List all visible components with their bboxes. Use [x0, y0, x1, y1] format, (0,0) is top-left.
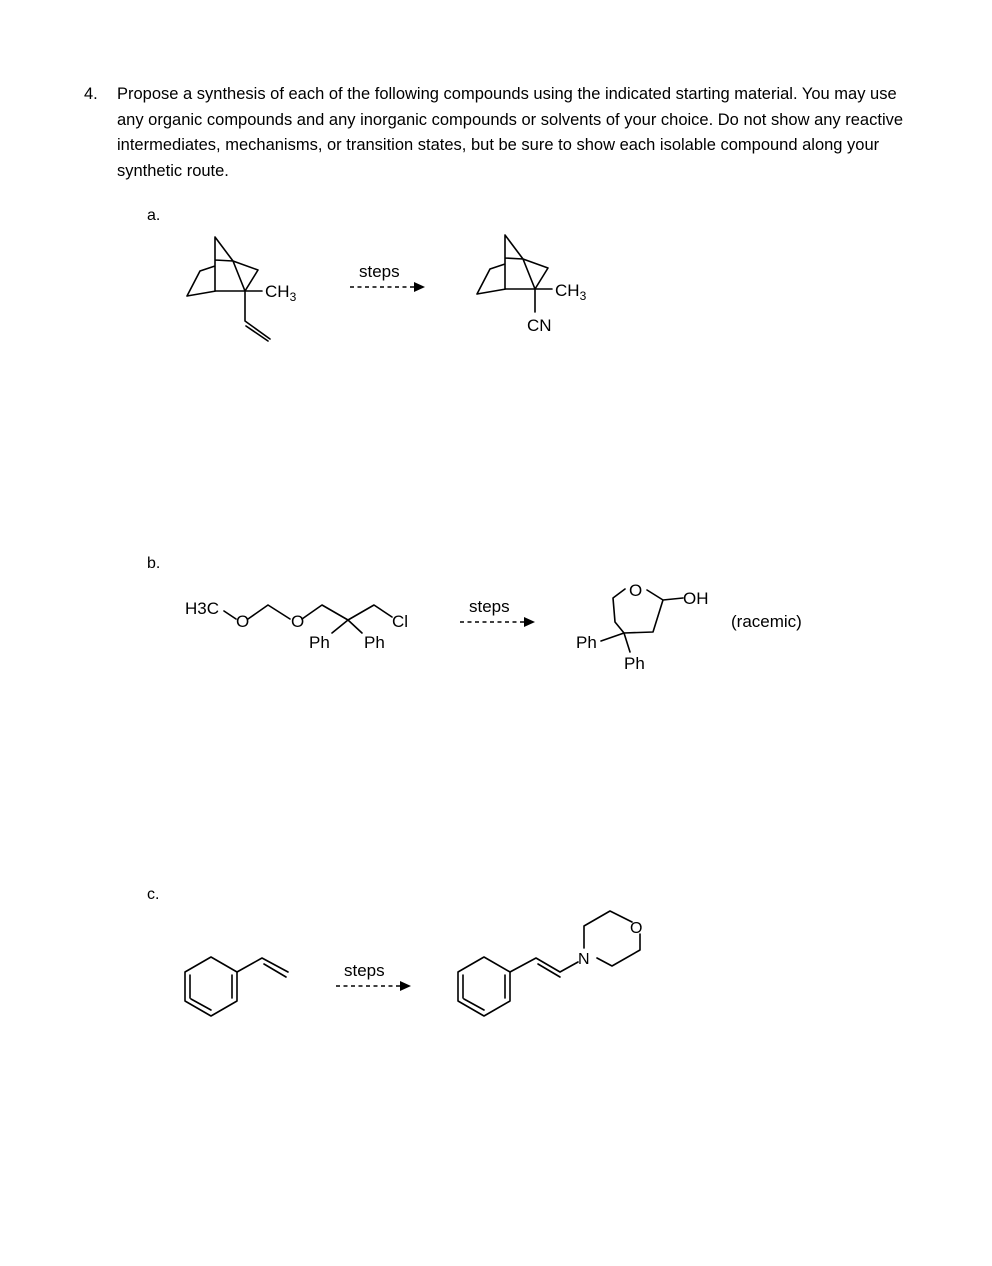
part-a-starting-material [187, 237, 297, 341]
start-oxygen1-label: O [236, 612, 250, 631]
product-hydroxyl-label: OH [683, 589, 709, 608]
part-b-label: b. [147, 555, 161, 572]
start-phenyl2-label: Ph [364, 633, 385, 652]
part-a-product [477, 235, 587, 335]
part-c-arrow [336, 961, 411, 991]
part-c-label: c. [147, 886, 160, 903]
part-a-arrow-label: steps [359, 262, 400, 281]
part-c-starting-material [185, 957, 288, 1016]
product-ring-oxygen-label: O [629, 581, 643, 600]
product-phenyl2-label: Ph [624, 654, 645, 673]
start-phenyl1-label: Ph [309, 633, 330, 652]
part-c-product [458, 911, 642, 1016]
part-b-arrow-label: steps [469, 597, 510, 616]
part-b-arrow [460, 597, 535, 627]
product-methyl-label: $CH_3$ [555, 281, 587, 303]
start-chlorine-label: Cl [392, 612, 409, 631]
product-oxygen-label: O [630, 920, 643, 937]
part-a-arrow [350, 262, 425, 292]
racemic-note: (racemic) [731, 612, 802, 631]
part-c-arrow-label: steps [344, 961, 385, 980]
product-nitrile-label: CN [527, 316, 552, 335]
product-nitrogen-label: N [578, 951, 590, 968]
part-a-label: a. [147, 207, 161, 224]
start-h3c-label: H3C [185, 599, 220, 618]
start-methyl-label: $CH_3$ [265, 282, 297, 304]
question-text: Propose a synthesis of each of the following compounds using the indicated starting material. You may use any organic compounds and any inorganic compounds or solvents of your choice. Do not show any reactive intermediates, mechanisms, or transition states, but be sure to show each isolable compound along your synthetic route. [117, 85, 904, 180]
product-phenyl1-label: Ph [576, 633, 597, 652]
start-oxygen2-label: O [291, 612, 305, 631]
part-b-starting-material [185, 599, 408, 652]
question-number: 4. [84, 85, 98, 103]
part-b-product [576, 581, 709, 673]
